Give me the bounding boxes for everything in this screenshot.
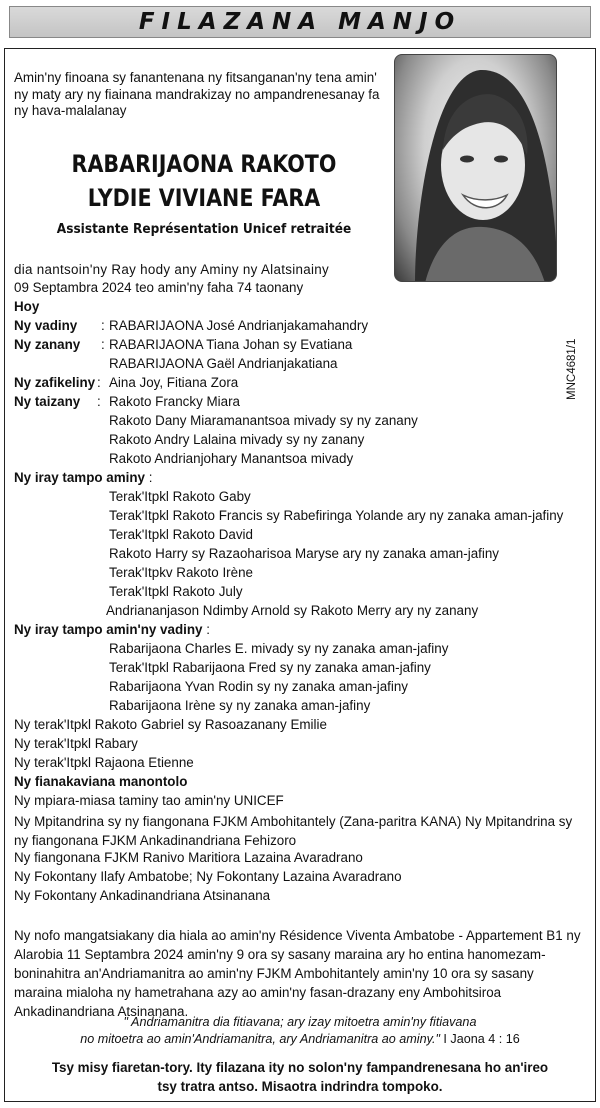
taizany-name: Rakoto Andrianjohary Manantsoa mivady: [109, 451, 354, 466]
closing-line2: tsy tratra antso. Misaotra indrindra tompoko.: [157, 1079, 443, 1094]
taizany-name: Rakoto Dany Miaramanantsoa mivady sy ny zanany: [109, 413, 418, 428]
other-relative: Ny terak'Itpkl Rajaona Etienne: [14, 755, 194, 770]
funeral-paragraph: Ny nofo mangatsiakany dia hiala ao amin'ny Résidence Viventa Ambatobe - Appartement B1 ny Alarobia 11 Septambra 2024 amin'ny 9 ora sy sasany maraina ary ho entina hanomezam-boninahitra an'Andriamanitra ao amin'ny FJKM Ambohitantely amin'ny 10 ora sy sasany maraina mialoha ny hametrahana azy ao amin'ny fasan-drazany eny Ambohitsiroa Ankadinandriana Atsinanana.: [14, 928, 581, 1019]
iray-tampo-name: Rakoto Harry sy Razaoharisoa Maryse ary ny zanaka aman-jafiny: [109, 546, 499, 561]
iray-tampo-aminy-label: Ny iray tampo aminy :: [14, 470, 153, 485]
iray-tampo-vadiny-label: Ny iray tampo amin'ny vadiny :: [14, 622, 210, 637]
other-relative: Ny terak'Itpkl Rakoto Gabriel sy Rasoazanany Emilie: [14, 717, 327, 732]
vadiny-name: RABARIJAONA José Andrianjakamahandry: [109, 318, 369, 333]
iray-tampo-vadiny-name: Terak'Itpkl Rabarijaona Fred sy ny zanaka aman-jafiny: [109, 660, 431, 675]
iray-tampo-vadiny-name: Rabarijaona Irène sy ny zanaka aman-jafiny: [109, 698, 371, 713]
deceased-name-line2: LYDIE VIVIANE FARA: [87, 184, 321, 212]
colon: :: [97, 394, 101, 409]
deceased-name-line1: RABARIJAONA RAKOTO: [71, 150, 337, 178]
quote-line2-wrap: [14, 1031, 586, 1048]
after-line: Ny Fokontany Ilafy Ambatobe; Ny Fokontany Lazaina Avaradrano: [14, 869, 402, 884]
taizany-name: Rakoto Andry Lalaina mivady sy ny zanany: [109, 432, 365, 447]
quote-line1: " Andriamanitra dia fitiavana; ary izay mitoetra amin'ny fitiavana: [123, 1015, 477, 1029]
colon: :: [101, 337, 105, 352]
iray-tampo-name: Terak'Itpkl Rakoto Gaby: [109, 489, 251, 504]
zanany-name: RABARIJAONA Gaël Andrianjakatiana: [109, 356, 338, 371]
fianakaviana-label: Ny fianakaviana manontolo: [14, 774, 188, 789]
iray-tampo-name: Andriananjason Ndimby Arnold sy Rakoto Merry ary ny zanany: [106, 603, 479, 618]
quote-line2: no mitoetra ao amin'Andriamanitra, ary Andriamanitra ao aminy.": [80, 1032, 440, 1046]
hoy-label: Hoy: [14, 299, 40, 314]
death-notice-line1: dia nantsoin'ny Ray hody any Aminy ny Alatsinainy: [14, 262, 330, 277]
intro-text: Amin'ny finoana sy fanantenana ny fitsanganan'ny tena amin' ny maty ary ny fiainana mandrakizay no ampandrenesanay fa ny hava-malalanay: [14, 70, 380, 118]
colon: :: [97, 375, 101, 390]
portrait-photo: [394, 54, 557, 282]
header-banner: [9, 6, 591, 38]
reference-code: MNC4681/1: [566, 338, 578, 400]
zanany-name: RABARIJAONA Tiana Johan sy Evatiana: [109, 337, 353, 352]
taizany-name: Rakoto Francky Miara: [109, 394, 240, 409]
colon: :: [101, 318, 105, 333]
after-line: Ny Mpitandrina sy ny fiangonana FJKM Ambohitantely (Zana-paritra KANA) Ny Mpitandrina sy ny fiangonana FJKM Ankadinandriana Fehizoro: [14, 814, 573, 848]
after-line: Ny fiangonana FJKM Ranivo Maritiora Lazaina Avaradrano: [14, 850, 363, 865]
zafikeliny-name: Aina Joy, Fitiana Zora: [109, 375, 239, 390]
closing-text: [14, 1058, 586, 1096]
iray-tampo-name: Terak'Itpkl Rakoto David: [109, 527, 253, 542]
taizany-label: Ny taizany: [14, 394, 81, 409]
iray-tampo-vadiny-name: Rabarijaona Charles E. mivady sy ny zanaka aman-jafiny: [109, 641, 449, 656]
iray-tampo-name: Terak'Itpkv Rakoto Irène: [109, 565, 253, 580]
portrait-icon: [395, 55, 557, 282]
zafikeliny-label: Ny zafikeliny: [14, 375, 96, 390]
quote-reference: I Jaona 4 : 16: [443, 1032, 520, 1046]
iray-tampo-name: Terak'Itpkl Rakoto Francis sy Rabefiringa Yolande ary ny zanaka aman-jafiny: [109, 508, 564, 523]
bible-quote: [14, 1014, 586, 1048]
iray-tampo-name: Terak'Itpkl Rakoto July: [109, 584, 243, 599]
closing-line1: Tsy misy fiaretan-tory. Ity filazana ity no solon'ny fampandrenesana ho an'ireo: [51, 1060, 549, 1075]
deceased-role: Assistante Représentation Unicef retraitée: [56, 221, 352, 237]
other-relative: Ny terak'Itpkl Rabary: [14, 736, 138, 751]
zanany-label: Ny zanany: [14, 337, 81, 352]
after-line: Ny Fokontany Ankadinandriana Atsinanana: [14, 888, 271, 903]
death-notice-line2: 09 Septambra 2024 teo amin'ny faha 74 taonany: [14, 280, 304, 295]
header-title: FILAZANA MANJO: [138, 9, 462, 35]
after-line: Ny mpiara-miasa taminy tao amin'ny UNICEF: [14, 793, 284, 808]
vadiny-label: Ny vadiny: [14, 318, 78, 333]
iray-tampo-vadiny-name: Rabarijaona Yvan Rodin sy ny zanaka aman-jafiny: [109, 679, 408, 694]
